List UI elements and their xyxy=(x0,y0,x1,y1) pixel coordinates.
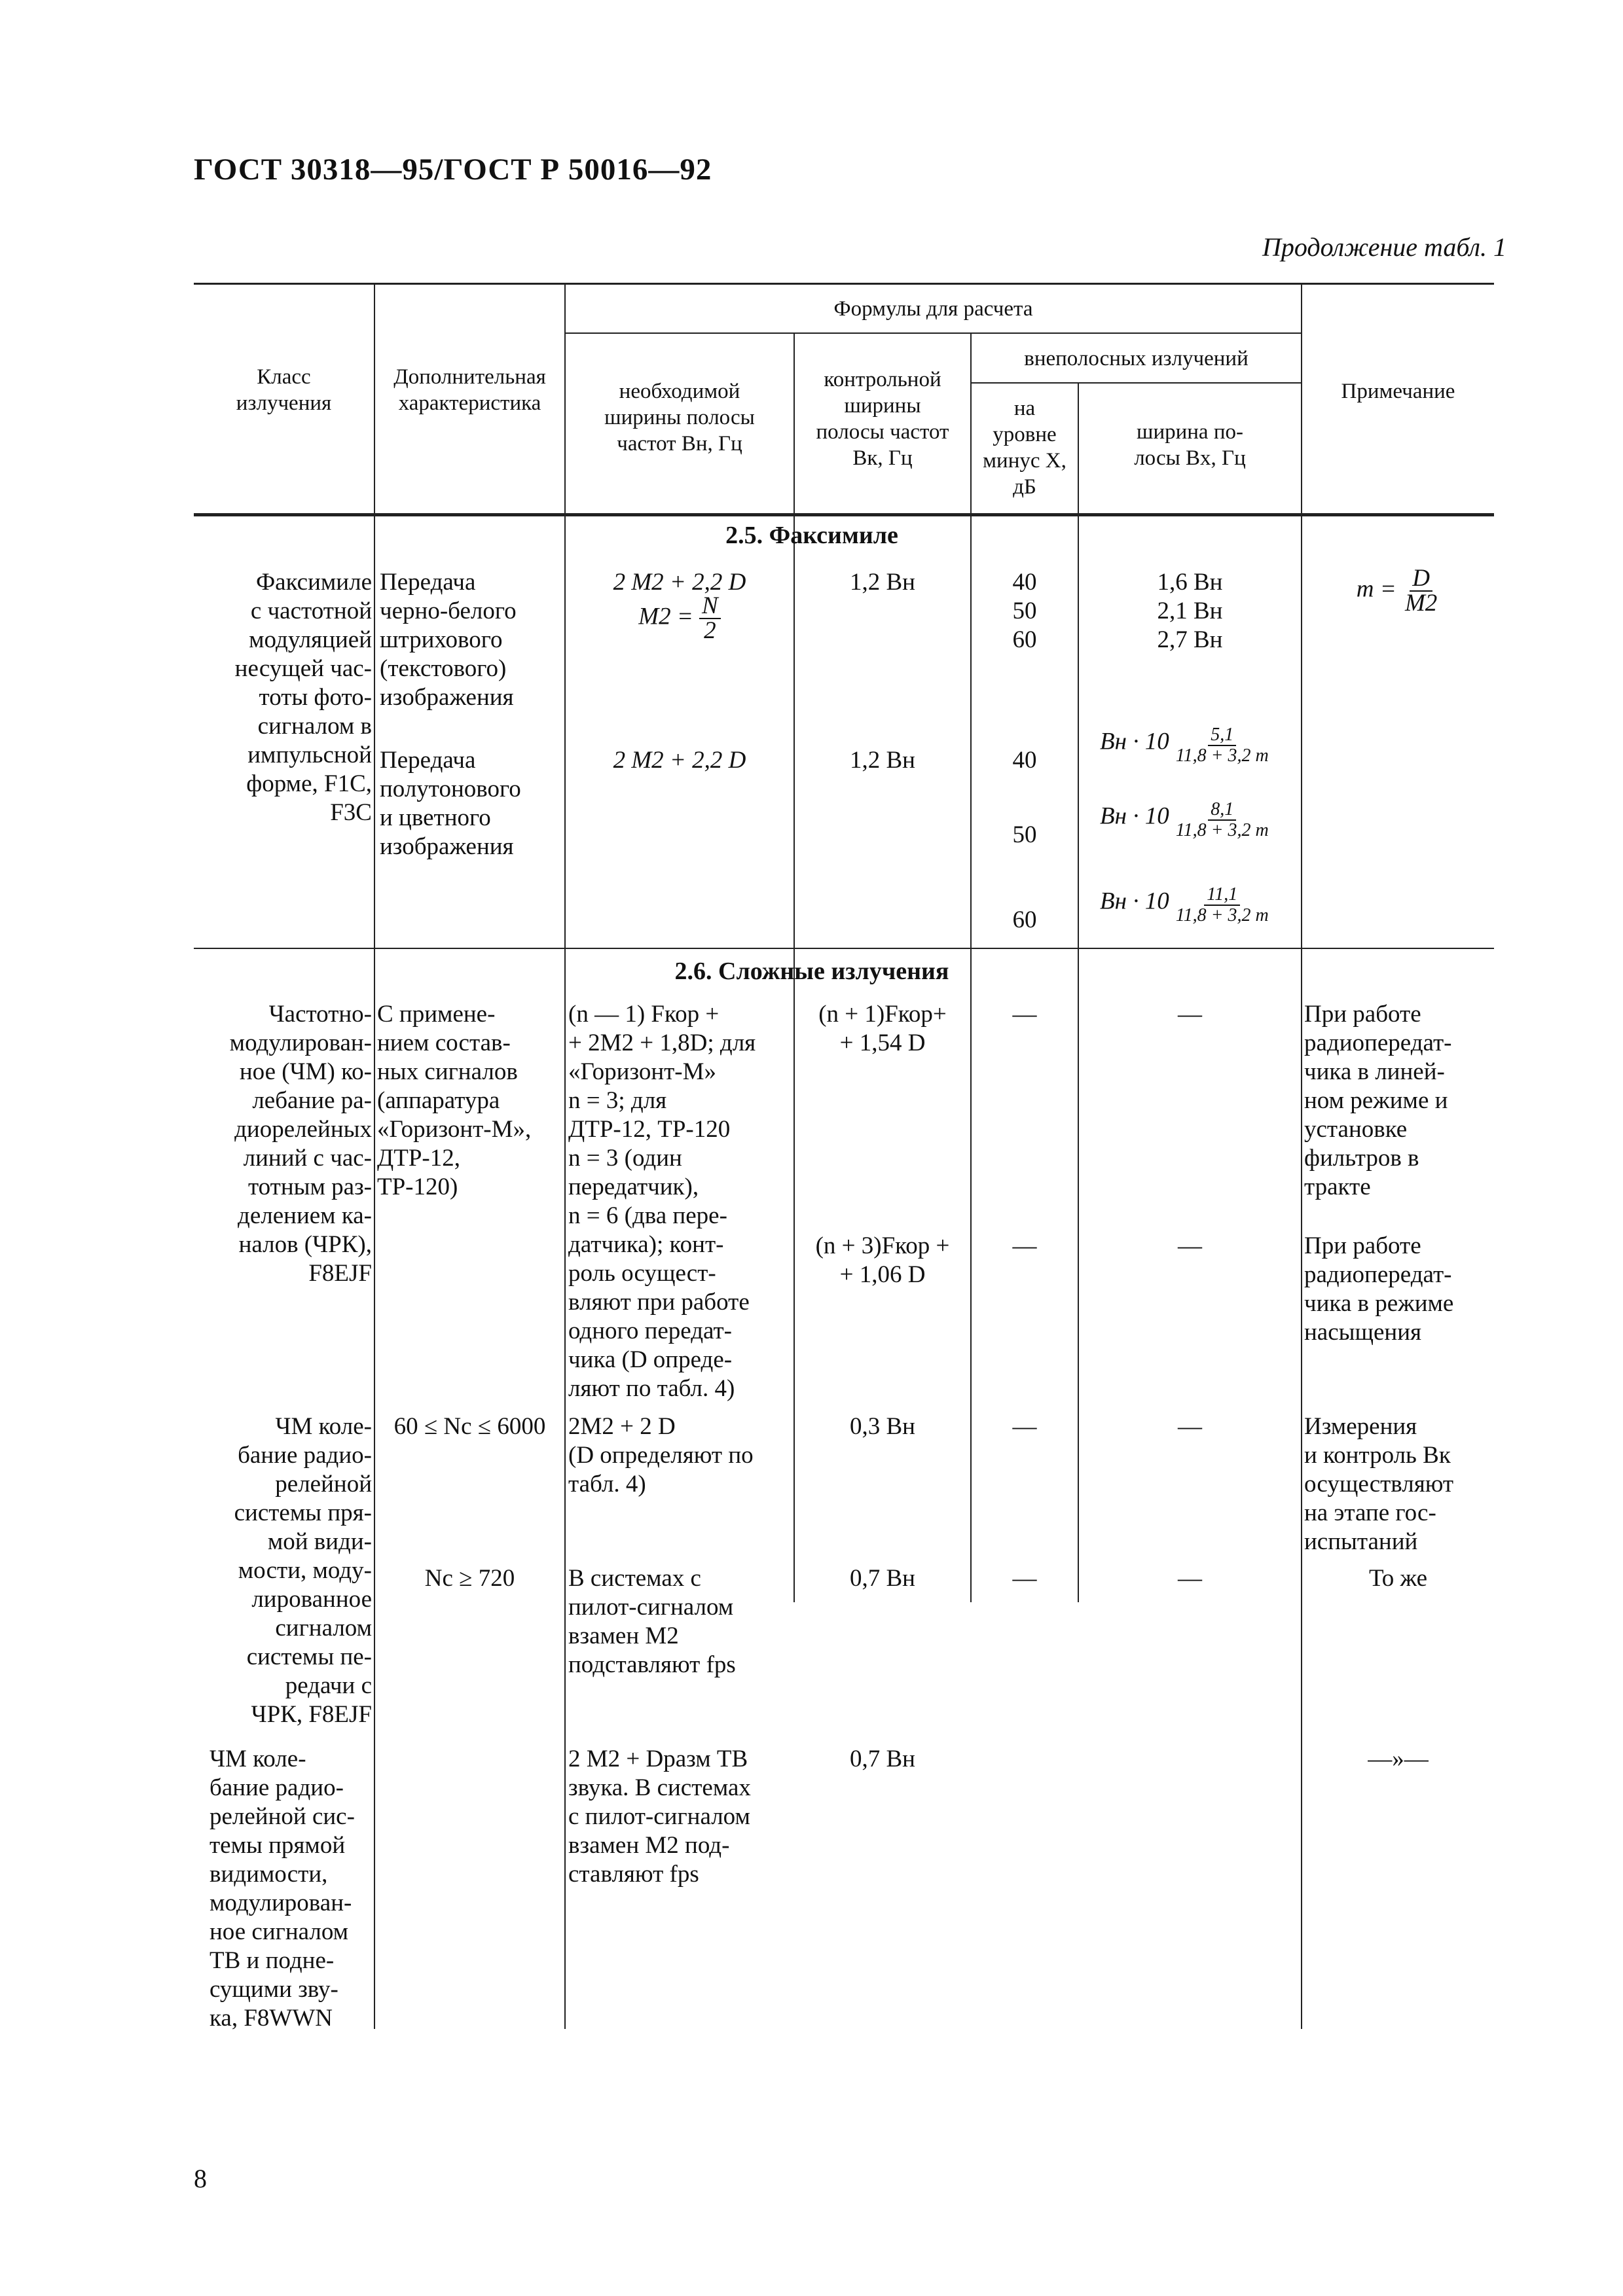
fax-tone-exponent xyxy=(1173,800,1271,840)
fax-tone-exp-den: 11,8 + 3,2 m xyxy=(1175,745,1269,766)
header-bottom-rule xyxy=(194,513,1494,516)
complex-r3-note: —»— xyxy=(1368,1746,1429,1772)
fax-tone-base: Bн · 10 xyxy=(1100,802,1169,830)
complex-r1-formula: (n — 1) Fкор + + 2M2 + 1,8D; для «Горизонт-М» n = 3; для ДТР-12, ТР-120 n = 3 (один передатчик), n = 6 (два пере- датчика); конт- роль осущест- вляют при работе одного передат- чика (D опреде- ляют по табл. 4) xyxy=(568,1001,756,1402)
fax-note-den: M2 xyxy=(1404,590,1438,617)
table-top-rule xyxy=(194,283,1494,285)
fax-tone-exponent xyxy=(1173,885,1271,925)
header-rule-outband xyxy=(970,382,1301,384)
complex-r3-control: 0,7 Bн xyxy=(850,1746,915,1772)
header-bandwidth: ширина по- лосы Bx, Гц xyxy=(1134,420,1246,470)
complex-r2-note-a: Измерения и контроль Bк осуществляют на этапе гос- испытаний xyxy=(1304,1413,1454,1555)
fax-extra-bw: Передача черно-белого штрихового (текстового) изображения xyxy=(380,569,517,711)
fax-tone-base: Bн · 10 xyxy=(1100,888,1169,915)
complex-r2-control-a: 0,3 Bн xyxy=(850,1413,915,1440)
fax-levels-bw: 40 50 60 xyxy=(1012,569,1037,653)
fax-note-num: D xyxy=(1410,567,1432,592)
complex-r1-width-b: — xyxy=(1178,1232,1202,1259)
fax-formula-bw: 2 M2 + 2,2 D xyxy=(613,569,746,596)
complex-r3-formula: 2 M2 + Dразм ТВ звука. В системах с пилот-сигналом взамен M2 под- ставляют fps xyxy=(568,1746,751,1888)
page-number: 8 xyxy=(194,2164,207,2193)
complex-r1-class: Частотно- модулирован- ное (ЧМ) ко- лебание ра- диорелейных линий с час- тотным раз- делением ка- налов (ЧРК), F8EJF xyxy=(229,1001,372,1287)
complex-r2-control-b: 0,7 Bн xyxy=(850,1565,915,1592)
fax-control-tone: 1,2 Bн xyxy=(850,747,915,774)
fax-tone-exponent xyxy=(1173,725,1271,766)
header-class: Класс излучения xyxy=(236,365,332,415)
fax-tone-exp-num: 5,1 xyxy=(1208,725,1236,746)
complex-r2-level-a: — xyxy=(1012,1413,1037,1440)
fax-tone-exp-den: 11,8 + 3,2 m xyxy=(1175,820,1269,840)
complex-r1-level-b: — xyxy=(1012,1232,1037,1259)
fax-m2-num: N xyxy=(699,594,721,619)
fax-tone-width xyxy=(1100,800,1296,840)
header-necessary: необходимой ширины полосы частот Bн, Гц xyxy=(604,380,755,456)
header-formulas: Формулы для расчета xyxy=(833,297,1033,321)
complex-r1-level-a: — xyxy=(1012,1001,1037,1028)
section-title-fax: 2.5. Факсимиле xyxy=(725,522,898,549)
section-title-complex: 2.6. Сложные излучения xyxy=(674,958,949,985)
fax-m2-den: 2 xyxy=(704,617,716,644)
fax-formula-m2 xyxy=(566,594,793,643)
col-divider-2 xyxy=(564,283,566,2029)
fax-note-fraction xyxy=(1402,567,1440,615)
fax-tone-width xyxy=(1100,885,1296,925)
complex-r2-width-b: — xyxy=(1178,1565,1202,1592)
complex-r2-formula-b: В системах с пилот-сигналом взамен M2 подставляют fps xyxy=(568,1565,736,1678)
section-rule-complex xyxy=(194,948,1494,949)
fax-tone-exp-den: 11,8 + 3,2 m xyxy=(1175,905,1269,925)
fax-note xyxy=(1302,567,1494,615)
header-extra: Дополнительная характеристика xyxy=(393,365,546,415)
fax-note-lhs: m = xyxy=(1356,575,1396,603)
complex-r1-note-b: При работе радиопередат- чика в режиме насыщения xyxy=(1304,1232,1454,1346)
fax-control-bw: 1,2 Bн xyxy=(850,569,915,596)
complex-r2-extra-a: 60 ≤ Nс ≤ 6000 xyxy=(393,1413,546,1440)
fax-extra-tone: Передача полутонового и цветного изображения xyxy=(380,747,521,860)
col-divider-4 xyxy=(970,332,972,1602)
fax-tone-level: 60 xyxy=(1012,906,1037,933)
complex-r1-note-a: При работе радиопередат- чика в линей- ном режиме и установке фильтров в тракте xyxy=(1304,1001,1452,1200)
complex-r2-note-b: То же xyxy=(1368,1565,1428,1592)
fax-formula-tone: 2 M2 + 2,2 D xyxy=(613,747,746,774)
fax-m2-lhs: M2 = xyxy=(638,603,693,630)
document-title: ГОСТ 30318—95/ГОСТ Р 50016—92 xyxy=(194,152,712,187)
complex-r1-width-a: — xyxy=(1178,1001,1202,1028)
complex-r1-control-a: (n + 1)Fкор+ + 1,54 D xyxy=(818,1001,947,1056)
complex-r2-level-b: — xyxy=(1012,1565,1037,1592)
complex-r2-width-a: — xyxy=(1178,1413,1202,1440)
fax-tone-exp-num: 11,1 xyxy=(1204,885,1240,906)
complex-r2-class: ЧМ коле- бание радио- релейной системы пря- мой види- мости, моду- лированное сигналом системы пе- редачи с ЧРК, F8EJF xyxy=(234,1413,372,1728)
header-control: контрольной ширины полосы частот Bк, Гц xyxy=(816,368,949,470)
fax-tone-level: 50 xyxy=(1012,821,1037,848)
complex-r2-formula-a: 2M2 + 2 D (D определяют по табл. 4) xyxy=(568,1413,754,1498)
complex-r3-class: ЧМ коле- бание радио- релейной сис- темы прямой видимости, модулирован- ное сигналом ТВ и поднe- сущими зву- ка, F8WWN xyxy=(210,1746,355,2032)
fax-widths-bw: 1,6 Bн 2,1 Bн 2,7 Bн xyxy=(1157,569,1223,653)
header-note: Примечание xyxy=(1341,380,1455,403)
header-level: на уровне минус X, дБ xyxy=(983,397,1067,499)
complex-r1-extra: С примене- нием состав- ных сигналов (аппаратура «Горизонт-М», ДТР-12, ТР-120) xyxy=(377,1001,532,1200)
table-continuation-label: Продолжение табл. 1 xyxy=(1262,232,1506,262)
fax-tone-exp-num: 8,1 xyxy=(1208,800,1236,821)
fax-tone-base: Bн · 10 xyxy=(1100,728,1169,755)
fax-tone-width xyxy=(1100,725,1296,766)
fax-tone-level: 40 xyxy=(1012,747,1037,774)
complex-r2-extra-b: Nс ≥ 720 xyxy=(424,1565,515,1592)
fax-class: Факсимиле с частотной модуляцией несущей час- тоты фото- сигналом в импульсной форме, F1C, F3C xyxy=(234,569,372,826)
header-outband: внеполосных излучений xyxy=(1024,347,1249,370)
fax-m2-fraction xyxy=(699,594,721,643)
complex-r1-control-b: (n + 3)Fкор + + 1,06 D xyxy=(815,1232,950,1288)
header-rule-formulas xyxy=(564,332,1301,334)
